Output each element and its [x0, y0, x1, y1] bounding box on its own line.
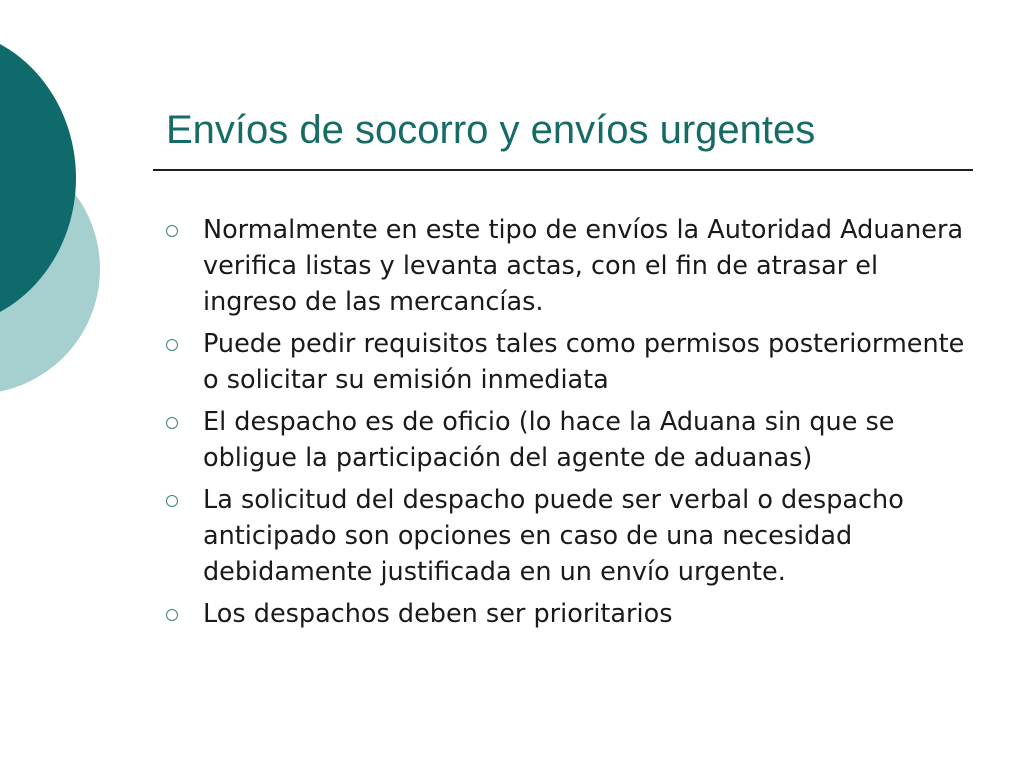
- bullet-item: [166, 212, 966, 320]
- hollow-circle-bullet-icon: [166, 609, 178, 621]
- bullet-list: [166, 212, 966, 638]
- hollow-circle-bullet-icon: [166, 495, 178, 507]
- bullet-text: El despacho es de oficio (lo hace la Aduana sin que se obligue la participación del agente de aduanas): [203, 407, 895, 473]
- hollow-circle-bullet-icon: [166, 417, 178, 429]
- bullet-item: [166, 596, 966, 632]
- hollow-circle-bullet-icon: [166, 339, 178, 351]
- title-divider: [153, 169, 973, 171]
- hollow-circle-bullet-icon: [166, 225, 178, 237]
- bullet-item: [166, 404, 966, 476]
- bullet-text: Puede pedir requisitos tales como permisos posteriormente o solicitar su emisión inmediata: [203, 329, 965, 395]
- bullet-item: [166, 326, 966, 398]
- bullet-item: [166, 482, 966, 590]
- bullet-text: Los despachos deben ser prioritarios: [203, 599, 673, 629]
- bullet-text: Normalmente en este tipo de envíos la Autoridad Aduanera verifica listas y levanta actas, con el fin de atrasar el ingreso de las mercancías.: [203, 215, 964, 317]
- slide-title: Envíos de socorro y envíos urgentes: [166, 108, 816, 152]
- bullet-text: La solicitud del despacho puede ser verbal o despacho anticipado son opciones en caso de una necesidad debidamente justificada en un envío urgente.: [203, 485, 904, 587]
